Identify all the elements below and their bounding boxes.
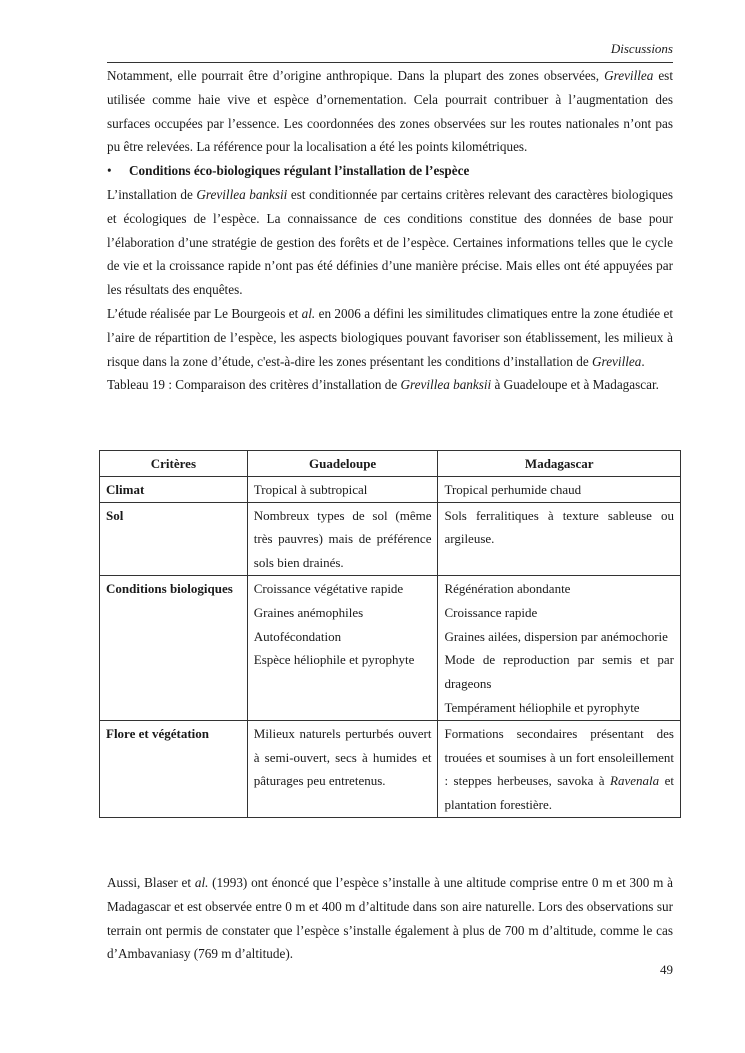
- header-criteres: Critères: [100, 451, 248, 477]
- cell-line: Tropical à subtropical: [253, 481, 368, 497]
- caption-species: Grevillea banksii: [400, 377, 492, 393]
- table-row: [100, 575, 681, 720]
- cell-genus: Ravenala: [610, 773, 660, 789]
- cell-line: Croissance rapide: [444, 604, 538, 620]
- table-row: [100, 476, 681, 502]
- para1-text-b: est utilisée comme haie vive et espèce d’ornementation. Cela pourrait contribuer à l’augmentation des surfaces occupées par l’essence. Les coordonnées des zones observées sur les routes nationales n’ont pas pu être relevées. La référence pour la localisation a été les points kilométriques.: [107, 68, 673, 155]
- header-guadeloupe: Guadeloupe: [247, 451, 438, 477]
- table-row: [100, 720, 681, 817]
- cell-guadeloupe: [247, 502, 438, 575]
- table-header-row: [100, 451, 681, 477]
- para2-text-a: L’installation de: [107, 186, 197, 202]
- paragraph-4: [107, 871, 673, 966]
- cell-madagascar: [438, 502, 681, 575]
- cell-line: Graines anémophiles: [253, 604, 364, 620]
- para3-text-a: L’étude réalisée par Le Bourgeois et: [107, 305, 302, 321]
- caption-text-a: Tableau 19 : Comparaison des critères d’installation de: [107, 377, 401, 393]
- body-text-bottom: [107, 871, 673, 966]
- bullet-heading: Conditions éco-biologiques régulant l’installation de l’espèce: [129, 163, 470, 179]
- cell-text-b: et plantation forestière.: [444, 773, 674, 813]
- paragraph-1: [107, 64, 673, 159]
- section-title: Discussions: [610, 41, 673, 56]
- running-header: [107, 41, 673, 63]
- criteria-table: [99, 450, 681, 818]
- para4-text-b: (1993) ont énoncé que l’espèce s’installe à une altitude comprise entre 0 m et 300 m à Madagascar et est observée entre 0 m et 400 m d’altitude dans son aire naturelle. Lors des observations sur terrain ont permis de constater que l’espèce s’installe également à plus de 700 m d’altitude, comme le cas d’Ambavaniasy (769 m d’altitude).: [107, 875, 673, 962]
- cell-guadeloupe: [247, 720, 438, 817]
- row-label: Flore et végétation: [100, 720, 248, 817]
- para3-text-c: .: [641, 353, 645, 369]
- cell-line: Mode de reproduction par semis et par drageons: [444, 652, 674, 692]
- para1-genus: Grevillea: [604, 68, 654, 83]
- cell-madagascar: [438, 720, 681, 817]
- para3-genus: Grevillea: [592, 353, 642, 369]
- bullet-icon: •: [107, 163, 112, 179]
- para3-text-b: en 2006 a défini les similitudes climatiques entre la zone étudiée et l’aire de répartition de l’espèce, les aspects biologiques pouvant favoriser son établissement, les milieux à risque dans la zone d’étude, c'est-à-dire les zones présentant les conditions d’installation de: [107, 305, 673, 369]
- page-number: 49: [660, 962, 673, 977]
- row-label: Climat: [100, 476, 248, 502]
- cell-line: Croissance végétative rapide: [253, 580, 404, 596]
- cell-line: Tropical perhumide chaud: [444, 481, 582, 497]
- para2-species: Grevillea banksii: [196, 186, 288, 202]
- cell-line: Sols ferralitiques à texture sableuse ou argileuse.: [444, 507, 674, 547]
- paragraph-2: [107, 183, 673, 302]
- cell-line: Autofécondation: [253, 628, 342, 644]
- cell-madagascar: [438, 575, 681, 720]
- caption-text-b: à Guadeloupe et à Madagascar.: [491, 377, 659, 393]
- cell-line: Graines ailées, dispersion par anémochorie: [444, 628, 668, 644]
- row-label: Conditions biologiques: [100, 575, 248, 720]
- cell-line: Nombreux types de sol (même très pauvres) mais de préférence sols bien drainés.: [253, 507, 432, 571]
- cell-line: Tempérament héliophile et pyrophyte: [444, 699, 640, 715]
- cell-text-a: Formations secondaires présentant des trouées et soumises à un fort ensoleillement : steppes herbeuses, savoka à: [444, 725, 674, 789]
- para4-al: al.: [194, 875, 209, 890]
- cell-line: Espèce héliophile et pyrophyte: [253, 652, 415, 668]
- para2-text-b: est conditionnée par certains critères relevant des caractères biologiques et écologiques de l’espèce. La connaissance de ces conditions constitue des données de base pour l’élaboration d’une stratégie de gestion des forêts et de l’espèce. Certaines informations telles que le cycle de vie et la croissance rapide n’ont pas été définies d’une manière précise. Mais elles ont été appuyées par les résultats des enquêtes.: [107, 186, 673, 298]
- para1-text-a: Notamment, elle pourrait être d’origine anthropique. Dans la plupart des zones observées,: [107, 68, 605, 83]
- cell-line: Milieux naturels perturbés ouvert à semi-ouvert, secs à humides et pâturages peu entretenus.: [253, 725, 432, 789]
- para4-text-a: Aussi, Blaser et: [107, 875, 195, 890]
- para3-al: al.: [301, 305, 316, 321]
- cell-line: Régénération abondante: [444, 580, 571, 596]
- header-madagascar: Madagascar: [438, 451, 681, 477]
- table-row: [100, 502, 681, 575]
- table-caption: [107, 373, 673, 397]
- cell-guadeloupe: [247, 575, 438, 720]
- cell-madagascar: [438, 476, 681, 502]
- cell-guadeloupe: [247, 476, 438, 502]
- section-bullet: [107, 159, 673, 183]
- paragraph-3: [107, 302, 673, 373]
- body-text-top: [107, 64, 673, 397]
- row-label: Sol: [100, 502, 248, 575]
